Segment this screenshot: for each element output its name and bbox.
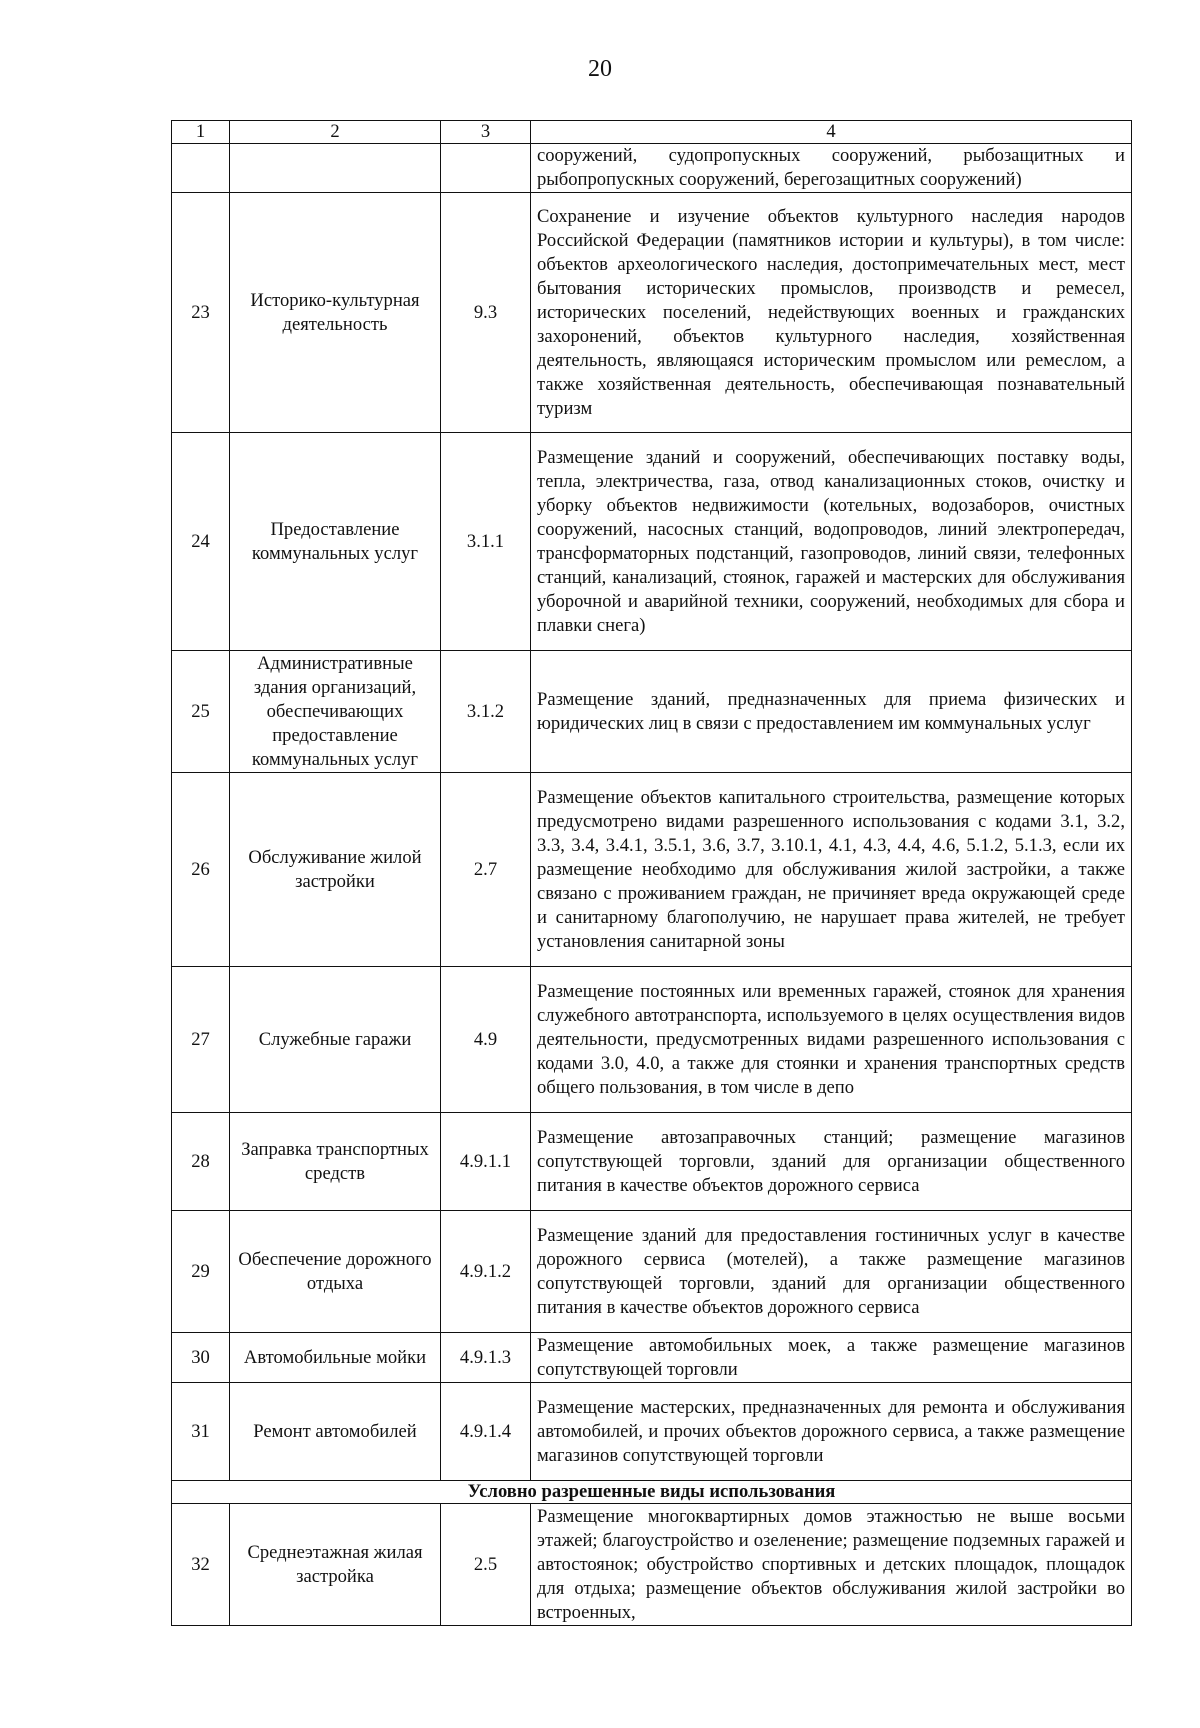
- row-description: Сохранение и изучение объектов культурного наследия народов Российской Федерации (памятников истории и культуры), в том числе: объектов археологического наследия, достопримечательных мест, мест бытования исторических промыслов, производств и ремесел, исторических поселений, недействующих военных и гражданских захоронений, объектов культурного наследия, хозяйственная деятельность, являющаяся историческим промыслом или ремеслом, а также хозяйственная деятельность, обеспечивающая познавательный туризм: [531, 193, 1132, 433]
- row-description: Размещение мастерских, предназначенных для ремонта и обслуживания автомобилей, и прочих объектов дорожного сервиса, а также размещение магазинов сопутствующей торговли: [531, 1383, 1132, 1481]
- row-name: Автомобильные мойки: [230, 1333, 441, 1383]
- table-row: [172, 773, 1132, 967]
- table-row: [172, 1113, 1132, 1211]
- row-code: 3.1.1: [441, 433, 531, 651]
- row-number: 32: [172, 1504, 230, 1626]
- row-name: Заправка транспортных средств: [230, 1113, 441, 1211]
- row-description: Размещение автозаправочных станций; размещение магазинов сопутствующей торговли, зданий для организации общественного питания в качестве объектов дорожного сервиса: [531, 1113, 1132, 1211]
- row-description: сооружений, судопропускных сооружений, рыбозащитных и рыбопропускных сооружений, берегозащитных сооружений): [531, 144, 1132, 193]
- land-use-table: [171, 120, 1132, 1626]
- table-row: [172, 1504, 1132, 1626]
- row-description: Размещение объектов капитального строительства, размещение которых предусмотрено видами разрешенного использования с кодами 3.1, 3.2, 3.3, 3.4, 3.4.1, 3.5.1, 3.6, 3.7, 3.10.1, 4.1, 4.3, 4.4, 4.6, 5.1.2, 5.1.3, если их размещение необходимо для обслуживания жилой застройки, а также связано с проживанием граждан, не причиняет вреда окружающей среде и санитарному благополучию, не нарушает права жителей, не требует установления санитарной зоны: [531, 773, 1132, 967]
- row-description: Размещение автомобильных моек, а также размещение магазинов сопутствующей торговли: [531, 1333, 1132, 1383]
- row-name: Историко-культурная деятельность: [230, 193, 441, 433]
- row-description: Размещение многоквартирных домов этажностью не выше восьми этажей; благоустройство и озеленение; размещение подземных гаражей и автостоянок; обустройство спортивных и детских площадок, площадок для отдыха; размещение объектов обслуживания жилой застройки во встроенных,: [531, 1504, 1132, 1626]
- header-col-3: 3: [441, 121, 531, 144]
- table-row: [172, 1333, 1132, 1383]
- row-code-cell: [441, 144, 531, 193]
- row-code: 2.5: [441, 1504, 531, 1626]
- row-description: Размещение постоянных или временных гаражей, стоянок для хранения служебного автотранспорта, используемого в целях осуществления видов деятельности, предусмотренных видами разрешенного использования с кодами 3.0, 4.0, а также для стоянки и хранения транспортных средств общего пользования, в том числе в депо: [531, 967, 1132, 1113]
- row-description: Размещение зданий, предназначенных для приема физических и юридических лиц в связи с предоставлением им коммунальных услуг: [531, 651, 1132, 773]
- row-code: 2.7: [441, 773, 531, 967]
- row-name: Среднеэтажная жилая застройка: [230, 1504, 441, 1626]
- row-description: Размещение зданий и сооружений, обеспечивающих поставку воды, тепла, электричества, газа, отвод канализационных стоков, очистку и уборку объектов недвижимости (котельных, водозаборов, очистных сооружений, насосных станций, водопроводов, линий электропередач, трансформаторных подстанций, газопроводов, линий связи, телефонных станций, канализаций, стоянок, гаражей и мастерских для обслуживания уборочной и аварийной техники, сооружений, необходимых для сбора и плавки снега): [531, 433, 1132, 651]
- row-name: Ремонт автомобилей: [230, 1383, 441, 1481]
- header-col-1: 1: [172, 121, 230, 144]
- header-col-4: 4: [531, 121, 1132, 144]
- row-name-cell: [230, 144, 441, 193]
- row-num-cell: [172, 144, 230, 193]
- row-code: 4.9: [441, 967, 531, 1113]
- row-number: 23: [172, 193, 230, 433]
- table-row: [172, 651, 1132, 773]
- row-name: Предоставление коммунальных услуг: [230, 433, 441, 651]
- section-header-row: [172, 1481, 1132, 1504]
- row-code: 4.9.1.3: [441, 1333, 531, 1383]
- table-row: [172, 1383, 1132, 1481]
- row-number: 25: [172, 651, 230, 773]
- row-number: 28: [172, 1113, 230, 1211]
- row-code: 4.9.1.4: [441, 1383, 531, 1481]
- row-name: Административные здания организаций, обеспечивающих предоставление коммунальных услуг: [230, 651, 441, 773]
- row-number: 31: [172, 1383, 230, 1481]
- header-col-2: 2: [230, 121, 441, 144]
- row-number: 30: [172, 1333, 230, 1383]
- page-number: 20: [588, 56, 612, 82]
- section-title: Условно разрешенные виды использования: [172, 1481, 1132, 1504]
- row-number: 29: [172, 1211, 230, 1333]
- table-row-continuation: [172, 144, 1132, 193]
- row-name: Служебные гаражи: [230, 967, 441, 1113]
- row-code: 9.3: [441, 193, 531, 433]
- row-number: 26: [172, 773, 230, 967]
- row-name: Обеспечение дорожного отдыха: [230, 1211, 441, 1333]
- row-description: Размещение зданий для предоставления гостиничных услуг в качестве дорожного сервиса (мотелей), а также размещение магазинов сопутствующей торговли, зданий для организации общественного питания в качестве объектов дорожного сервиса: [531, 1211, 1132, 1333]
- table-header-row: [172, 121, 1132, 144]
- row-code: 3.1.2: [441, 651, 531, 773]
- row-number: 27: [172, 967, 230, 1113]
- row-number: 24: [172, 433, 230, 651]
- table-row: [172, 967, 1132, 1113]
- row-name: Обслуживание жилой застройки: [230, 773, 441, 967]
- row-code: 4.9.1.1: [441, 1113, 531, 1211]
- table-row: [172, 193, 1132, 433]
- table-row: [172, 433, 1132, 651]
- row-code: 4.9.1.2: [441, 1211, 531, 1333]
- table-row: [172, 1211, 1132, 1333]
